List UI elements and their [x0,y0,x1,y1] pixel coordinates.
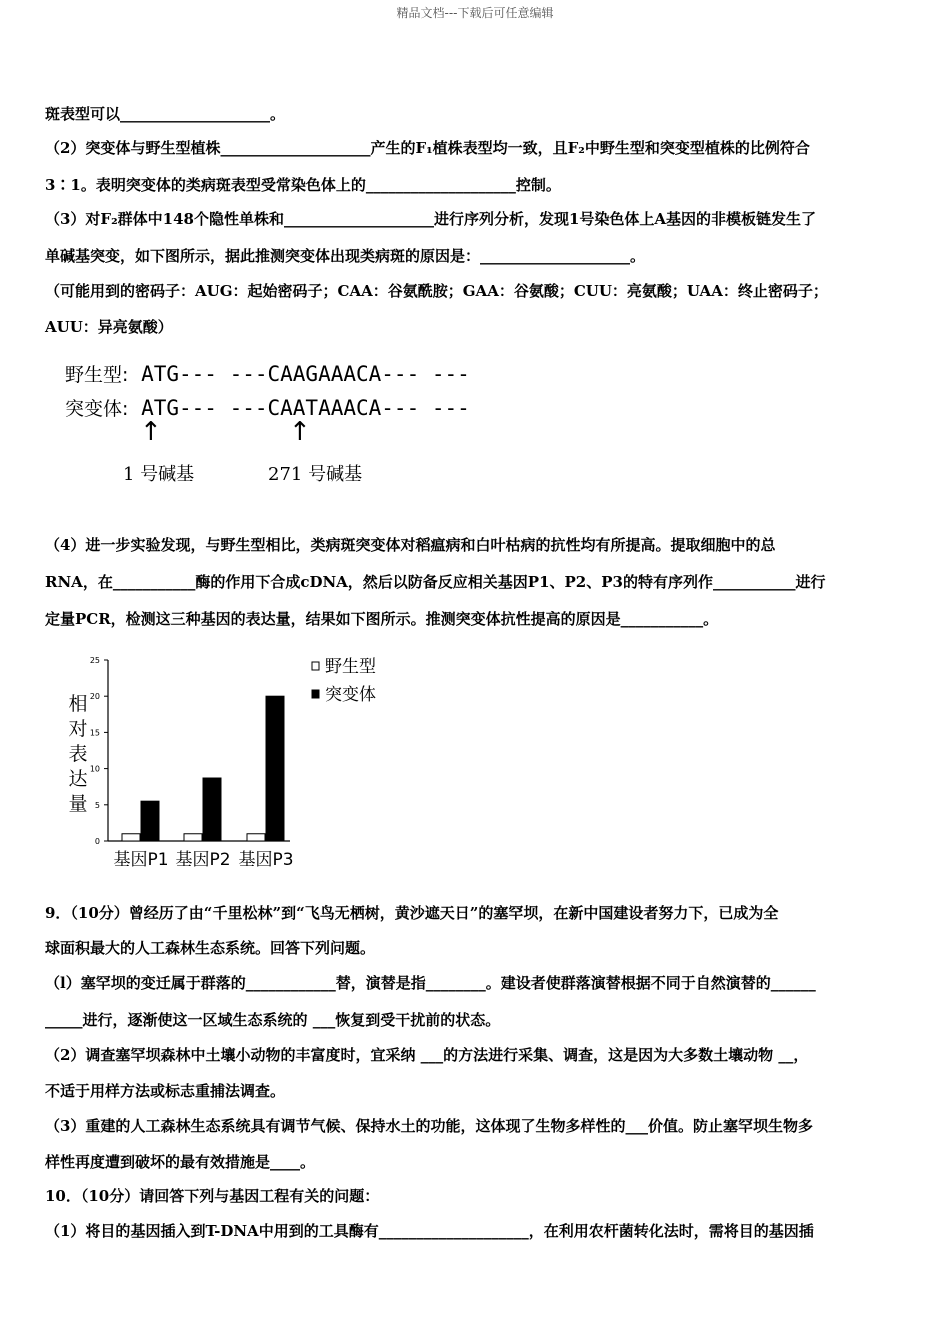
page-header: 精品文档---下载后可任意编辑 [396,6,554,20]
text-line: 定量PCR，检测这三种基因的表达量，结果如下图所示。推测突变体抗性提高的原因是___________。 [45,610,719,628]
mutant-seq: ATG--- ---CAATAAACA--- --- [141,396,470,420]
x-tick-label: 基因P2 [175,850,231,870]
base-1-label: 1 号碱基 [123,464,195,485]
text-line: （2）突变体与野生型植株____________________产生的F₁植株表型均一致，且F₂中野生型和突变型植株的比例符合 [45,139,810,157]
mutant-label: 突变体: [65,398,129,420]
bar [141,801,159,841]
x-tick-label: 基因P1 [113,850,169,870]
text-line: （4）进一步实验发现，与野生型相比，类病斑突变体对稻瘟病和白叶枯病的抗性均有所提高。提取细胞中的总 [45,536,776,554]
bar [184,834,202,841]
legend-swatch [312,690,319,698]
text-line: （3）对F₂群体中148个隐性单株和____________________进行序列分析，发现1号染色体上A基因的非模板链发生了 [45,210,817,228]
y-axis-label: 表 [68,743,88,765]
y-tick-label: 10 [89,764,100,774]
text-line: 9．（10分）曾经历了由“千里松林”到“飞鸟无栖树，黄沙遮天日”的塞罕坝，在新中国建设者努力下，已成为全 [45,904,779,922]
y-axis-label: 量 [68,793,88,815]
text-line: 不适于用样方法或标志重捕法调查。 [45,1082,286,1100]
wild-type-seq: ATG--- ---CAAGAAACA--- --- [141,362,470,386]
text-line: 样性再度遭到破坏的最有效措施是____。 [45,1153,316,1171]
text-line: RNA，在___________酶的作用下合成cDNA，然后以防备反应相关基因P1、P2、P3的特有序列作___________进行 [45,573,826,591]
y-tick-label: 5 [94,800,100,810]
bar [247,834,265,841]
expression-bar-chart [60,648,400,873]
text-line: （1）将目的基因插入到T-DNA中用到的工具酶有____________________，在利用农杆菌转化法时，需将目的基因插 [45,1222,814,1240]
y-axis-label: 达 [68,768,88,790]
text-line: 斑表型可以____________________。 [45,105,286,123]
wild-type-sequence [65,360,470,387]
legend-label: 野生型 [325,657,376,677]
y-axis-label: 对 [68,718,88,740]
text-line: 球面积最大的人工森林生态系统。回答下列问题。 [45,939,376,957]
base-271-label: 271 号碱基 [268,464,363,485]
arrow-up-icon: ↑ [289,417,311,447]
text-line: 单碱基突变，如下图所示，据此推测突变体出现类病斑的原因是：____________________。 [45,247,646,265]
bar [203,778,221,841]
wild-type-label: 野生型: [65,364,129,386]
bar [122,834,140,841]
x-tick-label: 基因P3 [238,850,294,870]
y-tick-label: 25 [89,656,100,665]
y-axis-label: 相 [68,693,88,715]
text-line: （3）重建的人工森林生态系统具有调节气候、保持水土的功能，这体现了生物多样性的___价值。防止塞罕坝生物多 [45,1117,813,1135]
legend-label: 突变体 [325,685,376,705]
text-line: （l）塞罕坝的变迁属于群落的____________替，演替是指________。建设者使群落演替根据不同于自然演替的______ [45,974,816,992]
text-line: （可能用到的密码子：AUG：起始密码子；CAA：谷氨酰胺；GAA：谷氨酸；CUU：亮氨酸；UAA：终止密码子； [45,282,828,300]
bar [266,696,284,841]
text-line: _____进行，逐渐使这一区域生态系统的 ___恢复到受干扰前的状态。 [45,1011,501,1029]
arrow-up-icon: ↑ [140,417,162,447]
text-line: （2）调查塞罕坝森林中土壤小动物的丰富度时，宜采纳 ___的方法进行采集、调查，这是因为大多数土壤动物 __， [45,1046,809,1064]
mutant-sequence [65,394,470,421]
y-tick-label: 15 [89,728,100,738]
y-tick-label: 20 [89,692,100,702]
text-line: 10．（10分）请回答下列与基因工程有关的问题： [45,1187,380,1205]
y-tick-label: 0 [94,837,100,846]
legend-swatch [312,662,319,670]
text-line: 3∶1。表明突变体的类病斑表型受常染色体上的____________________控制。 [45,176,561,194]
text-line: AUU：异亮氨酸） [45,318,173,336]
